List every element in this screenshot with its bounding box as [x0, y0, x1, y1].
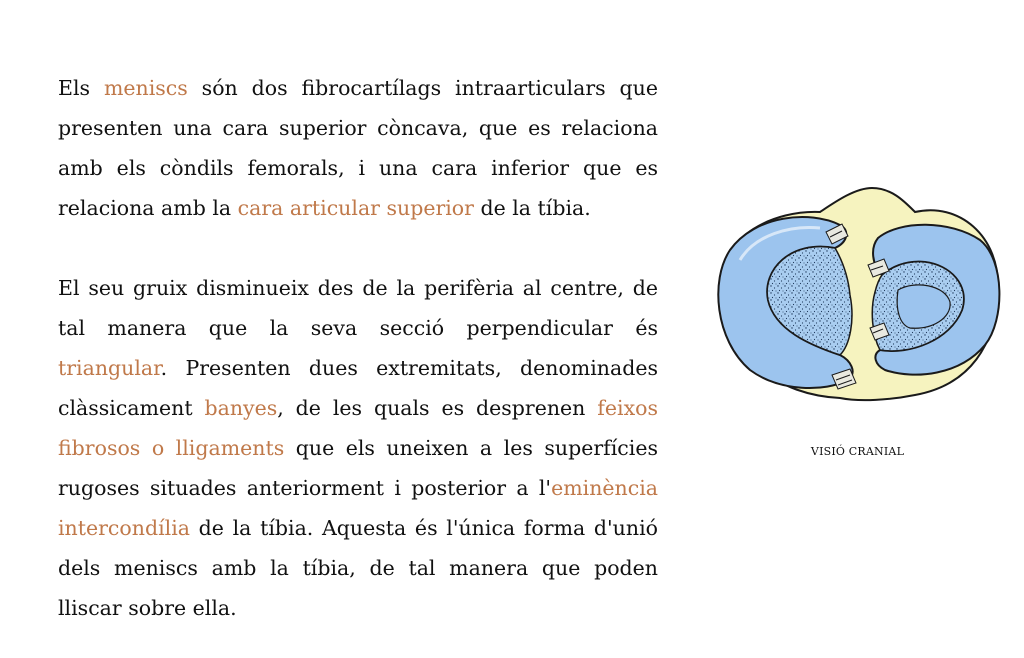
menisci-figure — [700, 180, 1015, 470]
term-eminencia-intercondilia: eminència intercondília — [58, 476, 658, 540]
article-text — [58, 68, 658, 628]
paragraph-2 — [58, 268, 658, 628]
text-run: de la tíbia. — [473, 196, 591, 220]
text-run: Els — [58, 76, 104, 100]
text-run: que els uneixen a les superfícies rugoses situades anteriorment i posterior a l' — [58, 436, 658, 500]
term-feixos-fibrosos: feixos fibrosos o lligaments — [58, 396, 658, 460]
figure-caption: VISIÓ CRANIAL — [810, 445, 905, 458]
text-run: , de les quals es desprenen — [277, 396, 598, 420]
term-banyes: banyes — [204, 396, 278, 420]
menisci-illustration — [700, 180, 1015, 440]
paragraph-1 — [58, 68, 658, 228]
text-run: . Presenten dues extremitats, denominades clàssicament — [58, 356, 658, 420]
term-triangular: triangular — [58, 356, 161, 380]
text-run: són dos fibrocartílags intraarticulars que presenten una cara superior còncava, que es relaciona amb els còndils femorals, i una cara inferior que es relaciona amb la — [58, 76, 658, 220]
term-meniscs: meniscs — [103, 76, 188, 100]
text-run: de la tíbia. Aquesta és l'única forma d'unió dels meniscs amb la tíbia, de tal manera que poden lliscar sobre ella. — [58, 516, 658, 620]
text-run: El seu gruix disminueix des de la perifèria al centre, de tal manera que la seva secció perpendicular és — [58, 276, 658, 340]
term-cara-articular-superior: cara articular superior — [237, 196, 474, 220]
